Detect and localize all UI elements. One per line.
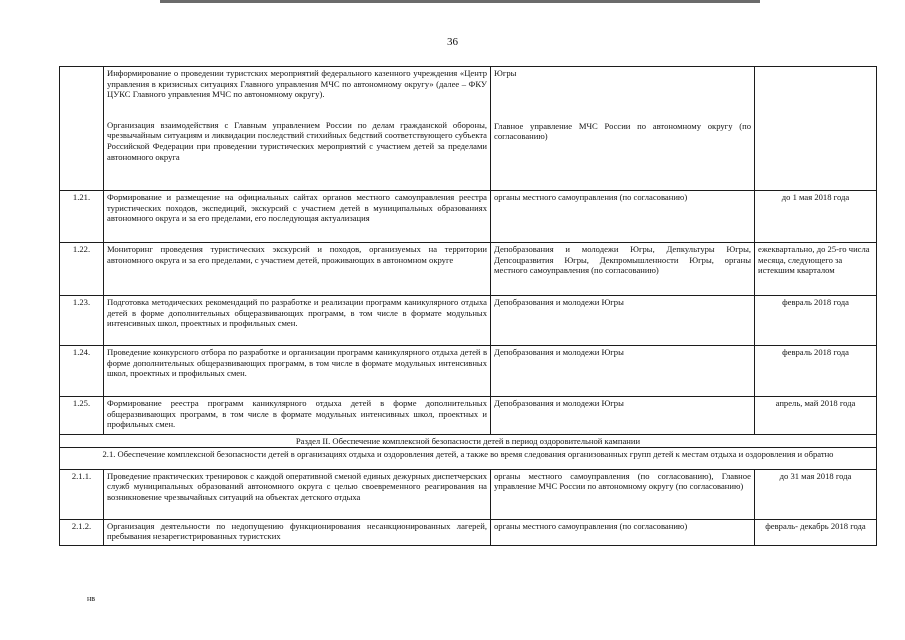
activity-text: Формирование и размещение на официальных сайтах органов местного самоуправления реестра туристических походов, экспедиций, экскурсий с участием детей в муниципальных образованиях автономного округа и за его пределами, его последующая актуализация [107,192,487,224]
activity-cell [104,519,491,545]
activity-text: Информирование о проведении туристских мероприятий федерального казенного учреждения «Центр управления в кризисных ситуациях Главного управления МЧС по автономному округу» (далее – ФКУ ЦУКС Главного управления МЧС по автономному округу). [107,68,487,100]
section-heading: Раздел II. Обеспечение комплексной безопасности детей в период оздоровительной кампании [60,435,877,448]
deadline-cell: февраль 2018 года [755,346,877,397]
deadline-cell: до 31 мая 2018 года [755,469,877,519]
deadline-cell: ежеквартально, до 25-го числа месяца, следующего за истекшим кварталом [755,243,877,296]
activity-cell [104,346,491,397]
row-number [60,67,104,191]
responsible-cell [491,67,755,191]
activity-cell [104,397,491,435]
responsible-cell [491,346,755,397]
responsible-text: Главное управление МЧС России по автономному округу (по согласованию) [494,120,751,142]
row-number: 1.24. [60,346,104,397]
activity-text: Организация взаимодействия с Главным управлением России по делам гражданской обороны, чрезвычайным ситуациям и ликвидации последствий стихийных бедствий соответствующего субъекта Российской Федерации при проведении туристических мероприятий с участием детей за пределами автономного округа [107,119,487,162]
table-row [60,243,877,296]
table-row [60,67,877,191]
subsection-heading: 2.1. Обеспечение комплексной безопасности детей в организациях отдыха и оздоровления детей, а также во время следования организованных групп детей к местам отдыха и оздоровления и обратно [60,447,877,469]
table-row [60,296,877,346]
responsible-cell [491,469,755,519]
responsible-cell [491,519,755,545]
row-number: 2.1.2. [60,519,104,545]
activity-cell [104,469,491,519]
row-number: 2.1.1. [60,469,104,519]
responsible-text: Депобразования и молодежи Югры [494,347,624,357]
table-row [60,469,877,519]
activity-text: Организация деятельности по недопущению функционирования несанкционированных лагерей, пребывания незарегистрированных туристских [107,520,487,542]
table-row [60,346,877,397]
table-row [60,191,877,243]
footer-mark: нв [87,594,96,603]
plan-table-container [59,66,876,546]
row-number: 1.23. [60,296,104,346]
activity-cell [104,296,491,346]
activity-cell [104,191,491,243]
responsible-cell [491,296,755,346]
activity-text: Мониторинг проведения туристических экскурсий и походов, организуемых на территории автономного округа и за его пределами, с участием детей, проживающих в автономном округе [107,244,487,265]
activity-cell [104,243,491,296]
activity-text: Подготовка методических рекомендаций по разработке и реализации программ каникулярного отдыха детей в форме дополнительных общеразвивающих программ, в том числе в формате модульных интенсивных школ, проектных и профильных смен. [107,297,487,329]
activity-cell [104,67,491,191]
responsible-text: органы местного самоуправления (по согласованию) [494,520,688,531]
plan-table [59,66,877,546]
responsible-text: Депобразования и молодежи Югры [494,398,624,408]
scan-top-edge [160,0,760,3]
activity-text: Проведение конкурсного отбора по разработке и организации программ каникулярного отдыха детей в форме дополнительных общеразвивающих программ, в том числе в формате модульных интенсивных школ, проектных и профильных смен. [107,347,487,379]
responsible-cell [491,243,755,296]
responsible-text: Депобразования и молодежи Югры, Депкультуры Югры, Депсоцразвития Югры, Декпромышленности Югры, органы местного самоуправления (по согласованию) [494,244,751,276]
row-number: 1.22. [60,243,104,296]
section-heading-row [60,435,877,448]
page-number: 36 [447,36,458,48]
deadline-cell: апрель, май 2018 года [755,397,877,435]
row-number: 1.21. [60,191,104,243]
subsection-heading-row [60,447,877,469]
deadline-cell: февраль- декабрь 2018 года [755,519,877,545]
row-number: 1.25. [60,397,104,435]
responsible-cell [491,191,755,243]
deadline-cell [755,67,877,191]
activity-text: Формирование реестра программ каникулярного отдыха детей в форме дополнительных общеразвивающих программ, в том числе в формате модульных интенсивных школ, проектных и профильных смен. [107,398,487,430]
responsible-text: органы местного самоуправления (по согласованию) [494,192,688,202]
responsible-text: органы местного самоуправления (по согласованию), Главное управление МЧС России по автономному округу (по согласованию) [494,470,751,492]
table-row [60,519,877,545]
table-row [60,397,877,435]
activity-text: Проведение практических тренировок с каждой оперативной сменой единых дежурных диспетчерских служб муниципальных образований автономного округа с целью своевременного реагирования на возникновение чрезвычайных ситуаций на объектах детского отдыха [107,470,487,502]
responsible-text: Югры [494,68,517,78]
responsible-text: Депобразования и молодежи Югры [494,297,624,307]
responsible-cell [491,397,755,435]
deadline-cell: до 1 мая 2018 года [755,191,877,243]
deadline-cell: февраль 2018 года [755,296,877,346]
